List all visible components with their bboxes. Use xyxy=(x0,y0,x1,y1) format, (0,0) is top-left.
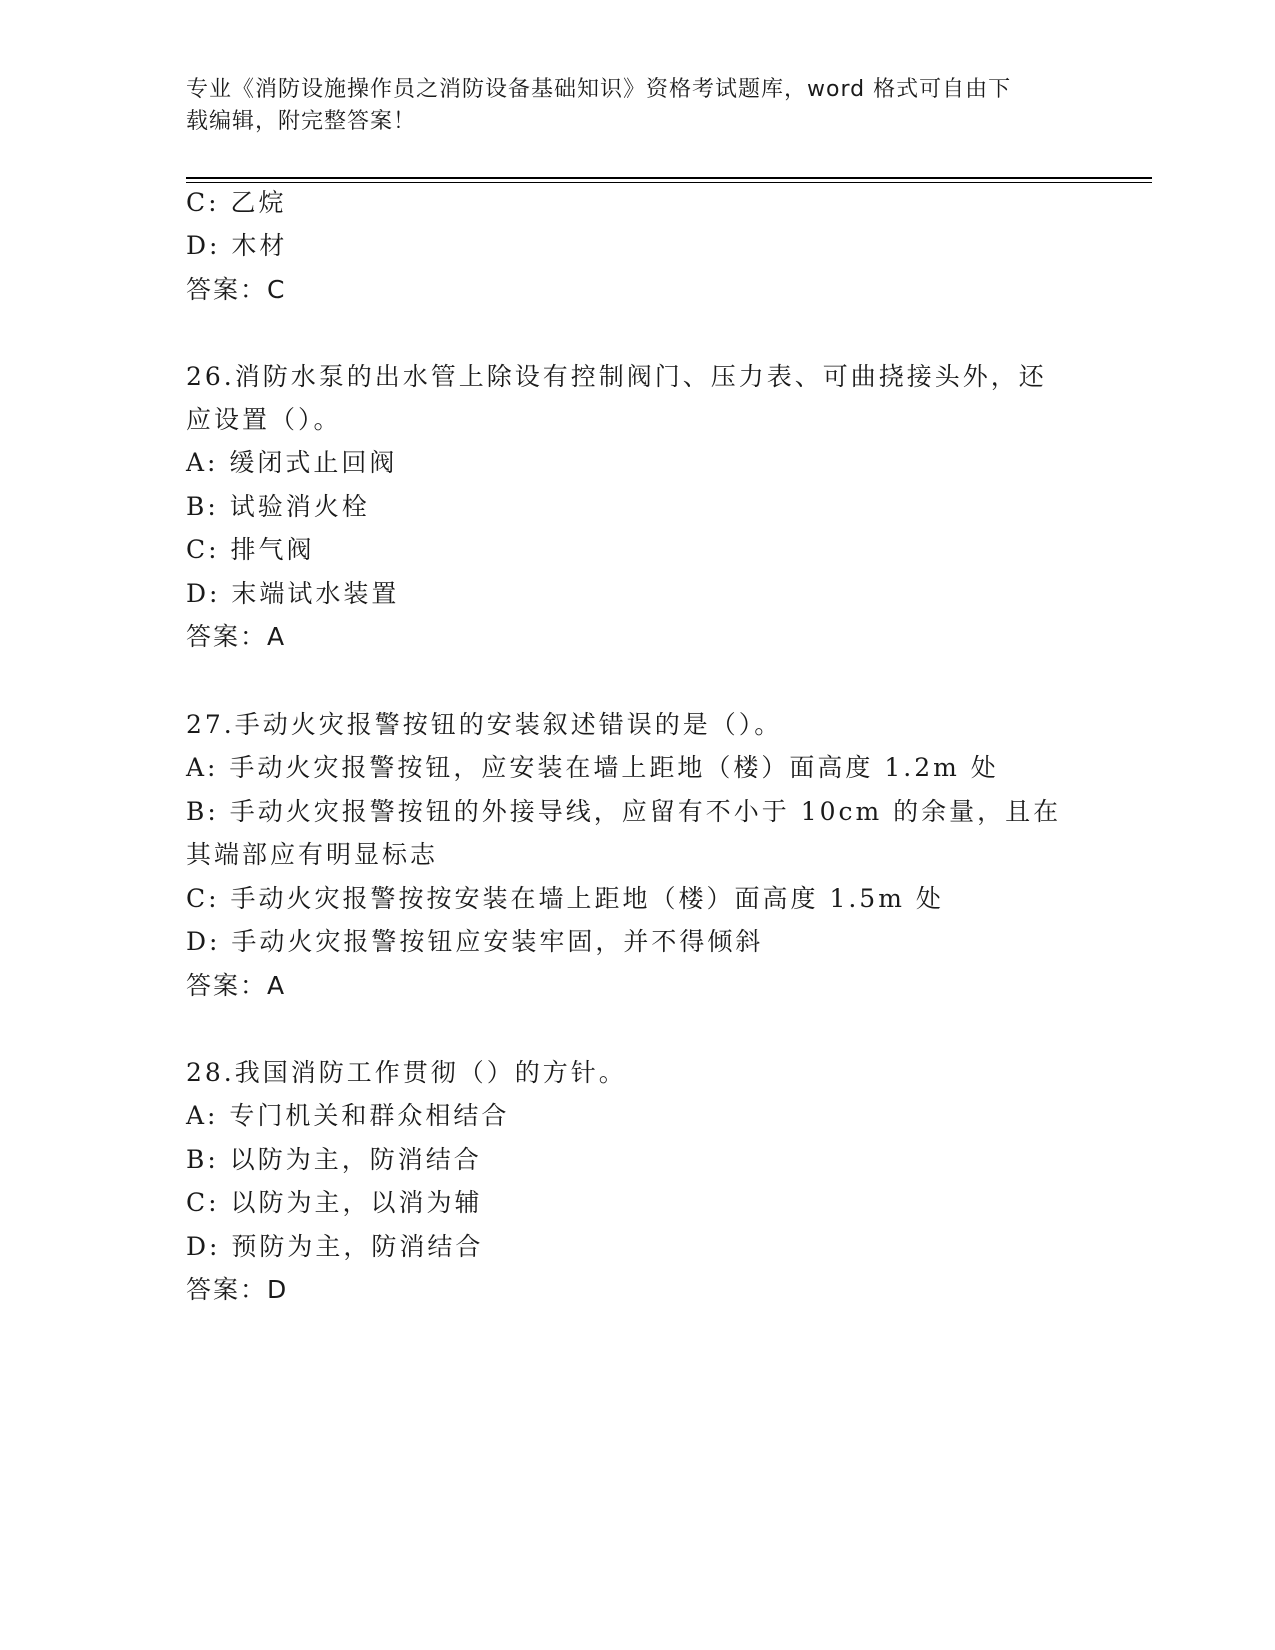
q26-stem-line-2: 应设置（）。 xyxy=(186,405,342,434)
q25-option-c: C: 乙烷 xyxy=(186,188,287,217)
header-divider-thick xyxy=(186,177,1152,179)
q26-stem-line-1: 26.消防水泵的出水管上除设有控制阀门、压力表、可曲挠接头外，还 xyxy=(186,362,1047,391)
q26-option-d: D: 末端试水装置 xyxy=(186,579,400,608)
q27-answer: 答案：A xyxy=(186,971,287,1000)
q26-option-b: B: 试验消火栓 xyxy=(186,492,370,521)
q25-option-d: D: 木材 xyxy=(186,231,288,260)
document-header xyxy=(186,74,1066,138)
q27-option-c: C: 手动火灾报警按按安装在墙上距地（楼）面高度 1.5m 处 xyxy=(186,884,944,913)
q25-answer: 答案：C xyxy=(186,275,287,304)
header-divider-thin xyxy=(186,182,1152,183)
q28-option-b: B: 以防为主，防消结合 xyxy=(186,1145,482,1174)
q27-option-b-line-2: 其端部应有明显标志 xyxy=(186,840,439,869)
q28-stem: 28.我国消防工作贯彻（）的方针。 xyxy=(186,1058,627,1087)
header-line-2: 载编辑，附完整答案！ xyxy=(186,109,417,134)
q28-answer: 答案：D xyxy=(186,1275,289,1304)
q27-option-d: D: 手动火灾报警按钮应安装牢固，并不得倾斜 xyxy=(186,927,764,956)
q27-option-a: A: 手动火灾报警按钮，应安装在墙上距地（楼）面高度 1.2m 处 xyxy=(186,753,999,782)
header-line-1: 专业《消防设施操作员之消防设备基础知识》资格考试题库，word 格式可自由下 xyxy=(186,77,1012,102)
q27-stem: 27.手动火灾报警按钮的安装叙述错误的是（）。 xyxy=(186,710,783,739)
q28-option-c: C: 以防为主，以消为辅 xyxy=(186,1188,483,1217)
q28-option-d: D: 预防为主，防消结合 xyxy=(186,1232,484,1261)
q27-option-b-line-1: B: 手动火灾报警按钮的外接导线，应留有不小于 10cm 的余量，且在 xyxy=(186,797,1062,826)
q26-answer: 答案：A xyxy=(186,622,287,651)
q26-option-c: C: 排气阀 xyxy=(186,535,315,564)
q26-option-a: A: 缓闭式止回阀 xyxy=(186,448,398,477)
q28-option-a: A: 专门机关和群众相结合 xyxy=(186,1101,510,1130)
